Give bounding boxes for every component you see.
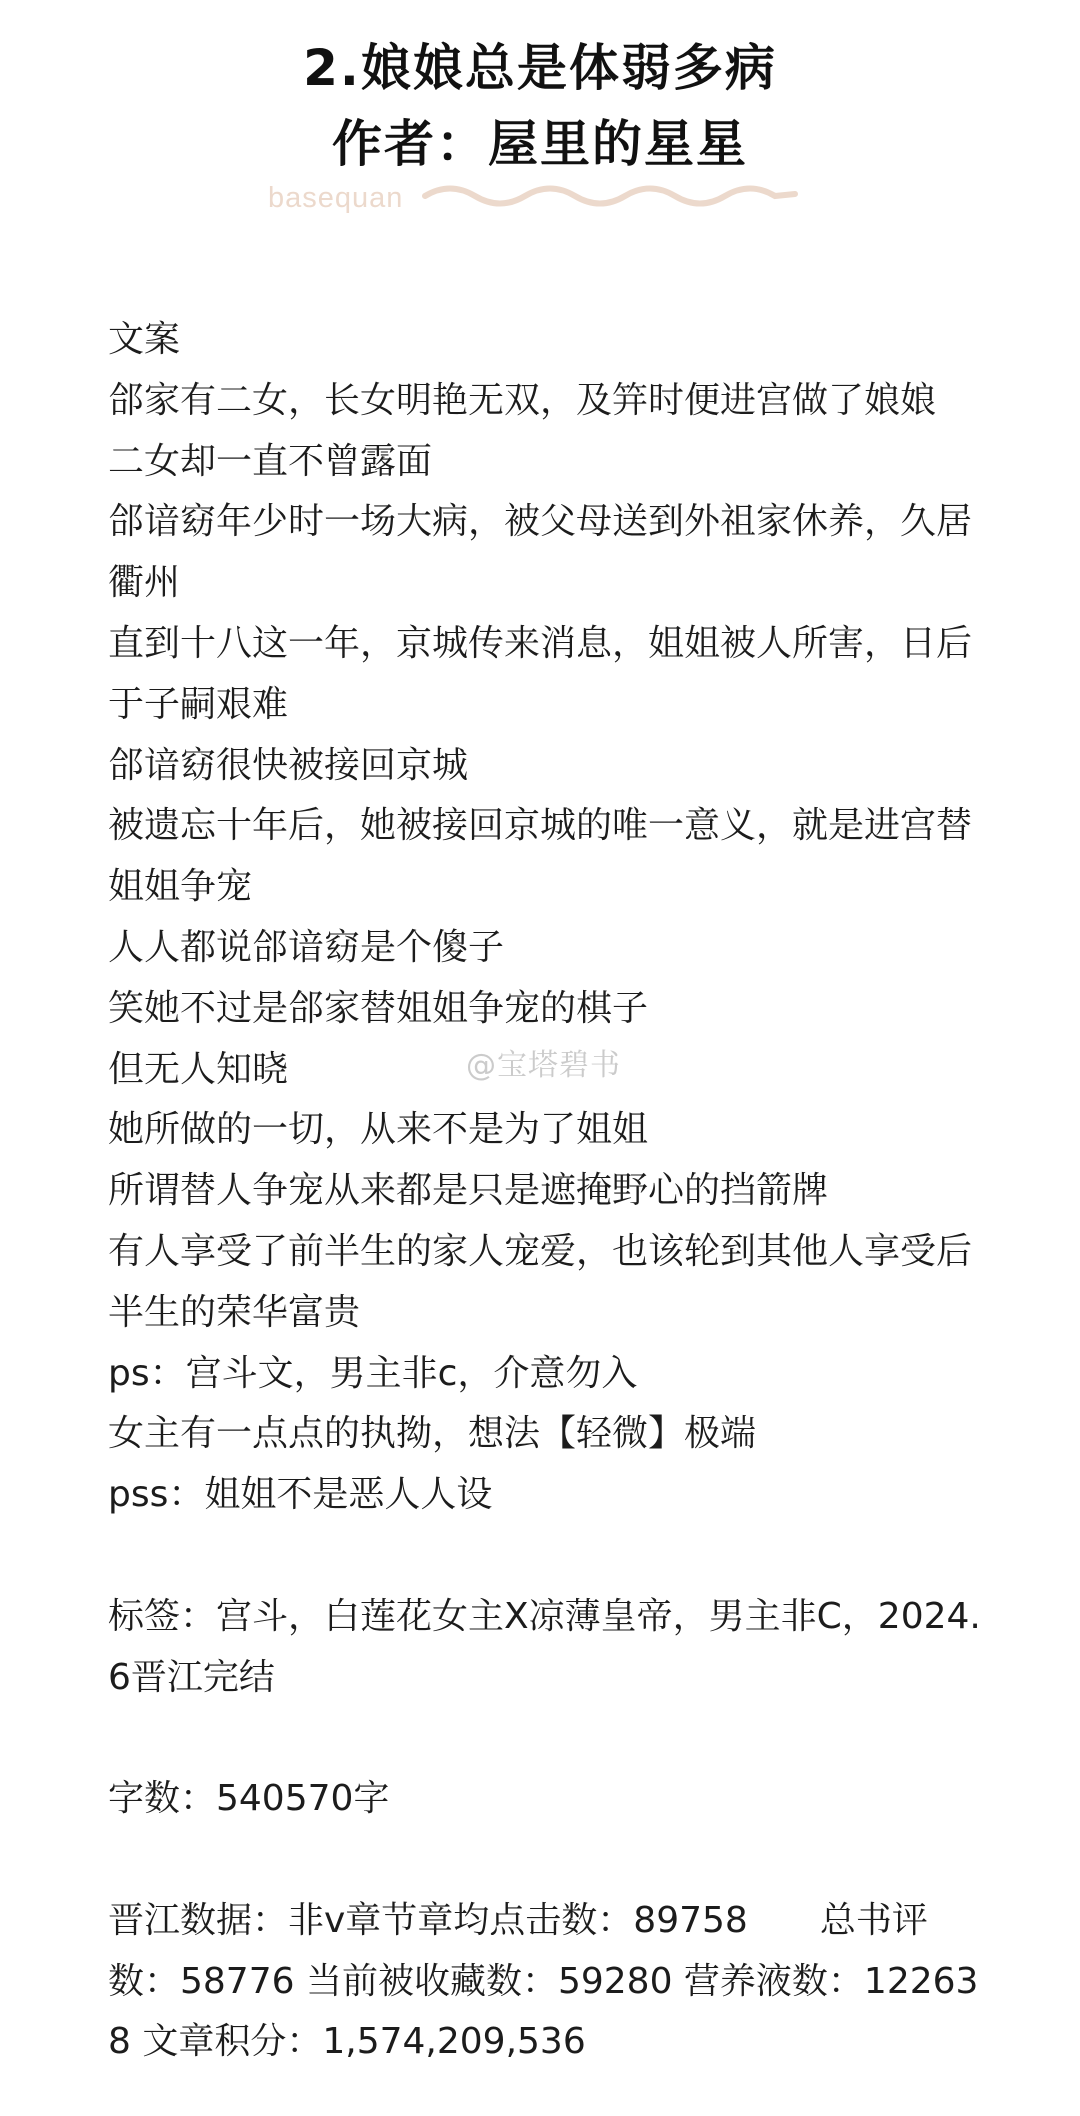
book-author: 作者：屋里的星星 <box>332 115 748 173</box>
paragraph-8: 笑她不过是郃家替姐姐争宠的棋子 <box>108 987 649 1029</box>
paragraph-7: 人人都说郃谙窈是个傻子 <box>108 926 505 968</box>
wave-decoration-icon <box>420 176 800 216</box>
spacer <box>108 1830 988 1891</box>
paragraph-2: 二女却一直不曾露面 <box>108 440 433 482</box>
synopsis-content <box>108 310 988 2073</box>
paragraph-10: 她所做的一切，从来不是为了姐姐 <box>108 1109 649 1151</box>
paragraph-11: 所谓替人争宠从来都是只是遮掩野心的挡箭牌 <box>108 1170 829 1212</box>
paragraph-14: 女主有一点点的执拗，想法【轻微】极端 <box>108 1413 757 1455</box>
paragraph-1: 郃家有二女，长女明艳无双，及笄时便进宫做了娘娘 <box>108 379 937 421</box>
book-title: 2.娘娘总是体弱多病 <box>303 39 777 97</box>
spacer <box>108 1708 988 1769</box>
paragraph-13: ps：宫斗文，男主非c，介意勿入 <box>108 1352 638 1394</box>
watermark-overlay-text: @宝塔碧书 <box>466 1048 621 1083</box>
paragraph-12: 有人享受了前半生的家人宠爱，也该轮到其他人享受后半生的荣华富贵 <box>108 1230 973 1333</box>
paragraph-3: 郃谙窈年少时一场大病，被父母送到外祖家休养，久居衢州 <box>108 501 973 604</box>
paragraph-5: 郃谙窈很快被接回京城 <box>108 744 469 786</box>
section-label: 文案 <box>108 319 181 360</box>
tags-text: 标签：宫斗，白莲花女主X凉薄皇帝，男主非C，2024.6晋江完结 <box>108 1595 981 1698</box>
stats-text: 晋江数据：非v章节章均点击数：89758 总书评数：58776 当前被收藏数：59280 营养液数：122638 文章积分：1,574,209,536 <box>108 1899 979 2063</box>
watermark-logo-text: basequan <box>268 182 404 214</box>
paragraph-9: 但无人知晓 <box>108 1048 289 1090</box>
paragraph-4: 直到十八这一年，京城传来消息，姐姐被人所害，日后于子嗣艰难 <box>108 622 973 725</box>
word-count-text: 字数：540570字 <box>108 1778 390 1820</box>
paragraph-6: 被遗忘十年后，她被接回京城的唯一意义，就是进宫替姐姐争宠 <box>108 805 973 908</box>
paragraph-15: pss：姐姐不是恶人人设 <box>108 1474 493 1516</box>
spacer <box>108 1526 988 1587</box>
